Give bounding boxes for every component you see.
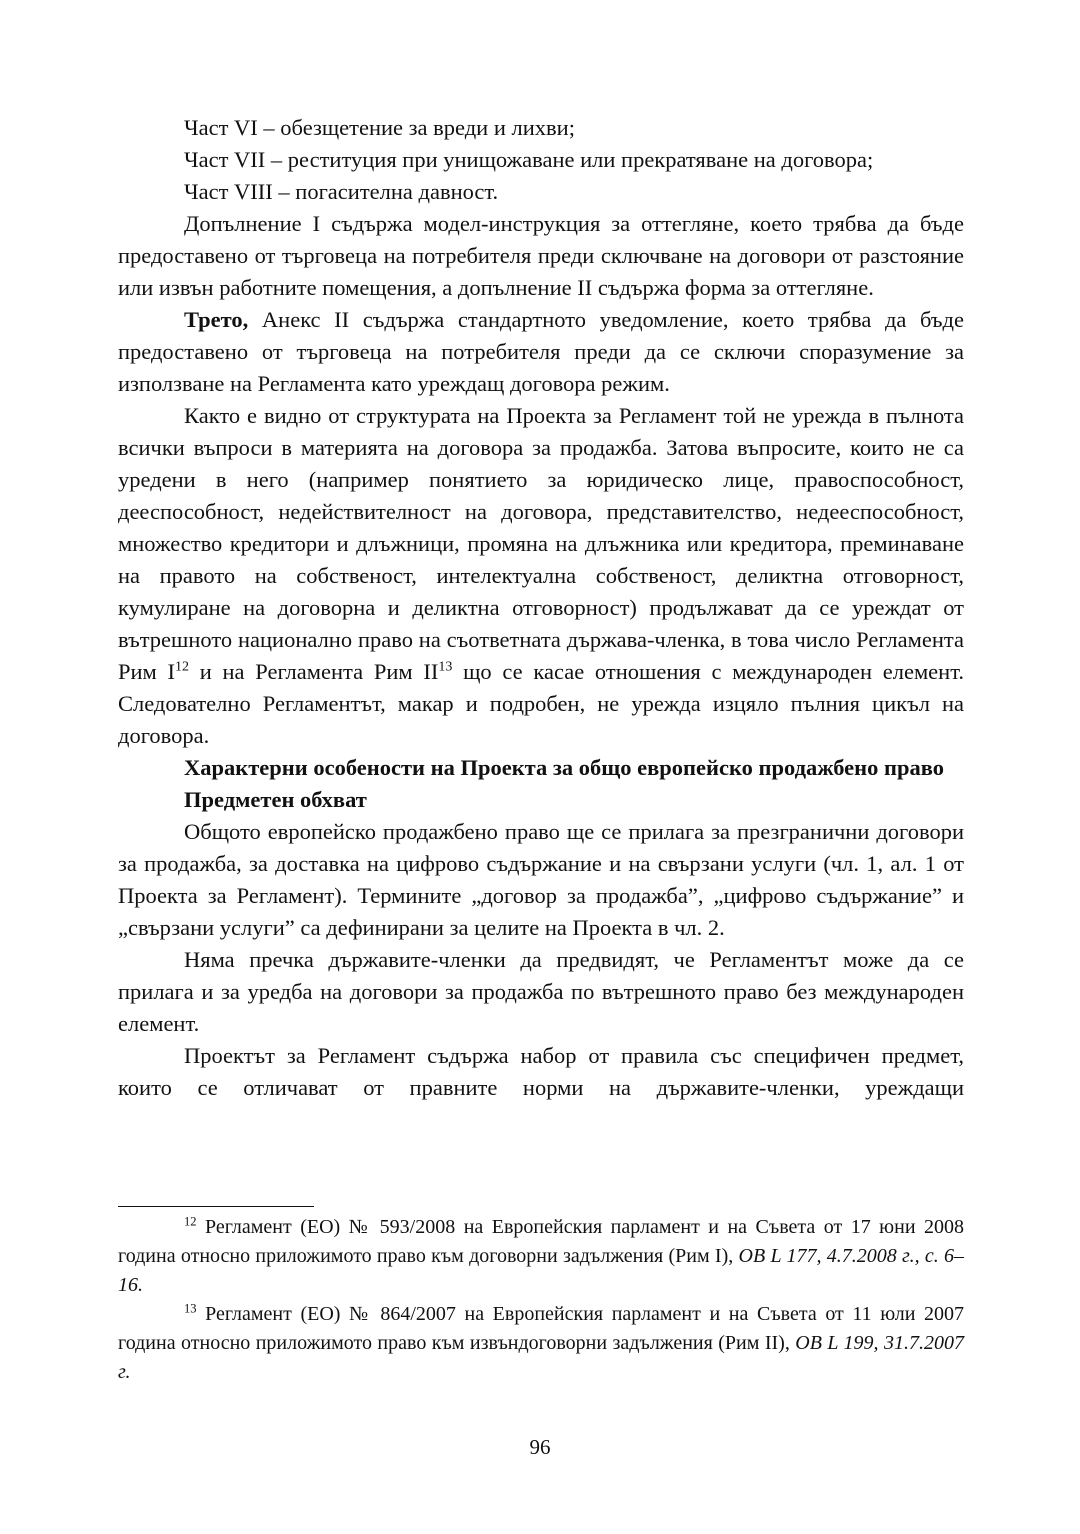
footnote-12-number: 12 [184, 1214, 197, 1229]
footnote-ref-12[interactable]: 12 [175, 659, 190, 675]
features-heading: Характерни особености на Проекта за общо европейско продажбено право [184, 755, 944, 780]
footnote-13 [118, 1300, 964, 1387]
rules-paragraph: Проектът за Регламент съдържа набор от правила със специфичен предмет, които се отличават от правните норми на държавите-членки, уреждащи [118, 1043, 964, 1100]
footnote-12-source: ОВ L 177, 4.7.2008 г., с. 6–16. [118, 1245, 964, 1296]
footnote-13-source: ОВ L 199, 31.7.2007 г. [118, 1332, 964, 1383]
footnote-12-text: Регламент (ЕО) № 593/2008 на Европейския парламент и на Съвета от 17 юни 2008 година относно приложимото право към договорни задължения (Рим I), [118, 1216, 964, 1267]
footnote-divider [118, 1206, 314, 1207]
footnotes [118, 1213, 964, 1387]
scope-heading: Предметен обхват [184, 787, 367, 812]
part-viii-line: Част VIII – погасителна давност. [184, 179, 499, 204]
structure-text-c: що се касае отношения с международен елемент. Следователно Регламентът, макар и подробен, не урежда изцяло пълния цикъл на договора. [118, 659, 964, 748]
third-paragraph [118, 304, 964, 400]
third-text: Анекс II съдържа стандартното уведомление, което трябва да бъде предоставено от търговеца на потребителя преди да се сключи споразумение за използване на Регламента като уреждащ договора режим. [118, 307, 964, 396]
page-body [118, 112, 964, 1104]
part-vi-line: Част VI – обезщетение за вреди и лихви; [184, 115, 575, 140]
scope-paragraph: Общото европейско продажбено право ще се прилага за презгранични договори за продажба, за доставка на цифрово съдържание и на свързани услуги (чл. 1, ал. 1 от Проекта за Регламент). Термините „договор за продажба”, „цифрово съдържание” и „свързани услуги” са дефинирани за целите на Проекта в чл. 2. [118, 819, 964, 940]
third-lead: Трето, [184, 307, 249, 332]
part-vii-line: Част VII – реституция при унищожаване или прекратяване на договора; [184, 147, 874, 172]
footnote-12 [118, 1213, 964, 1300]
appendix-paragraph: Допълнение I съдържа модел-инструкция за оттегляне, което трябва да бъде предоставено от търговеца на потребителя преди сключване на договори от разстояние или извън работните помещения, а допълнение II съдържа форма за оттегляне. [118, 211, 964, 300]
footnote-13-text: Регламент (ЕО) № 864/2007 на Европейския парламент и на Съвета от 11 юли 2007 година относно приложимото право към извъндоговорни задължения (Рим II), [118, 1303, 964, 1354]
footnote-ref-13[interactable]: 13 [438, 659, 453, 675]
structure-paragraph [118, 400, 964, 752]
page-number: 96 [529, 1435, 551, 1459]
footnote-13-number: 13 [184, 1301, 197, 1316]
structure-text-a: Както е видно от структурата на Проекта за Регламент той не урежда в пълнота всички въпроси в материята на договора за продажба. Затова въпросите, които не са уредени в него (например понятието за юридическо лице, правоспособност, дееспособност, недействителност на договора, представителство, недееспособност, множество кредитори и длъжници, промяна на длъжника или кредитора, преминаване на правото на собственост, интелектуална собственост, деликтна отговорност, кумулиране на договорна и деликтна отговорност) продължават да се уреждат от вътрешното национално право на съответната държава-членка, в това число Регламента Рим I [118, 403, 964, 684]
structure-text-b: и на Регламента Рим II [189, 659, 439, 684]
member-states-paragraph: Няма пречка държавите-членки да предвидят, че Регламентът може да се прилага и за уредба на договори за продажба по вътрешното право без международен елемент. [118, 947, 964, 1036]
